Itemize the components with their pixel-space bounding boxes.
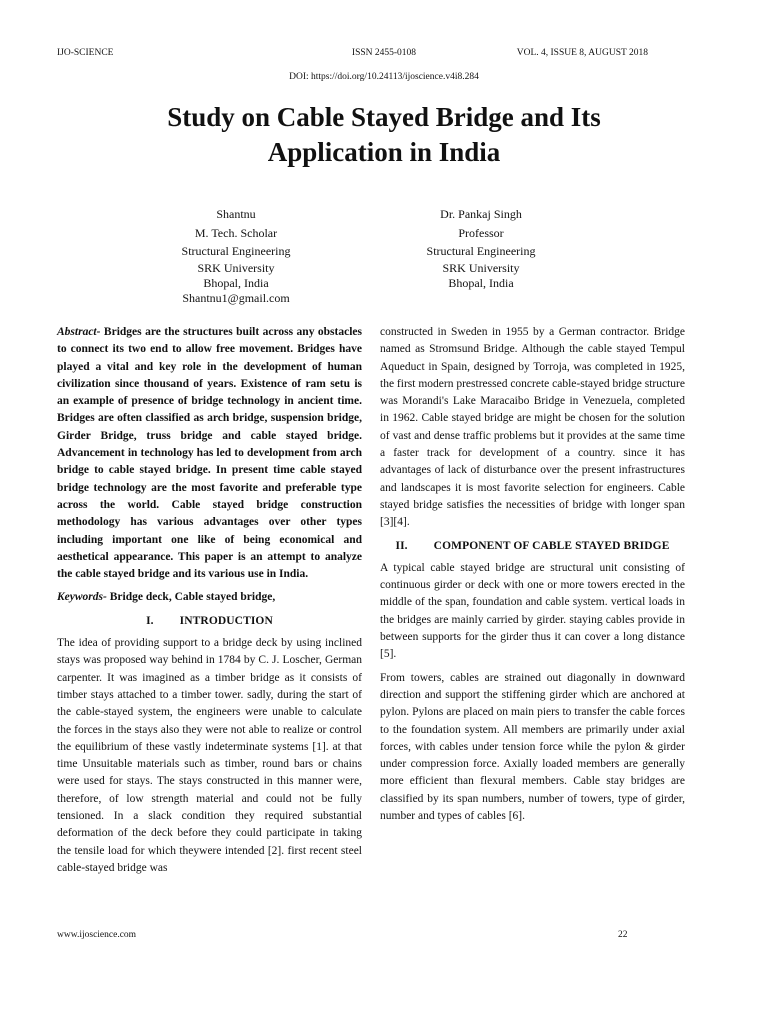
volume-issue: VOL. 4, ISSUE 8, AUGUST 2018 <box>516 48 648 58</box>
doi: DOI: https://doi.org/10.24113/ijoscience.v4i8.284 <box>289 72 479 82</box>
keywords-text: Bridge deck, Cable stayed bridge, <box>106 591 276 604</box>
right-column <box>380 324 685 831</box>
footer-website: www.ijoscience.com <box>57 930 137 940</box>
author-city: Bhopal, India <box>448 275 514 290</box>
keywords <box>57 589 362 606</box>
author-name: Dr. Pankaj Singh <box>440 207 522 221</box>
author-role: Professor <box>458 225 504 240</box>
journal-name: IJO-SCIENCE <box>57 48 114 58</box>
author-block-1 <box>111 205 361 306</box>
abstract-label: Abstract- <box>57 326 101 338</box>
author-university: SRK University <box>442 260 520 275</box>
section-title: INTRODUCTION <box>179 614 273 627</box>
author-department: Structural Engineering <box>426 244 536 258</box>
body-paragraph: From towers, cables are strained out diagonally in downward direction and support the stiffening girder which are anchored at pylon. Pylons are placed on main piers to transfer the cable forces to the foundation system. All members are primarily under axial forces, with cables under tension force while the pylon & girder under compression force. Axially loaded members are generally more efficient than flexural members. Cable stay bridges are classified by its span numbers, number of towers, type of girder, number and types of cables [6]. <box>380 671 685 823</box>
keywords-label: Keywords- <box>57 591 107 604</box>
author-name: Shantnu <box>216 207 256 221</box>
paper-title <box>60 100 708 170</box>
author-email: Shantnu1@gmail.com <box>182 290 290 305</box>
introduction-paragraph: The idea of providing support to a bridge deck by using inclined stays was proposed way behind in 1784 by C. J. Loscher, German carpenter. It was imagined as a timber bridge as it consists of timber stays attached to a timber tower. sadly, during the start of the cable-stayed system, the engineers were unable to calculate the forces in the stays also they were not able to realize or control the equilibrium of these vastly indeterminate systems [1]. at that time Unsuitable materials such as timber, round bars or chains were used for stays. The stays constructed in this manner were, therefore, of low strength material and could not be fully tensioned. In a slack condition they required substantial deformation of the deck before they could participate in taking the tensile load for which theywere intended [2]. first recent steel cable-stayed bridge was <box>57 637 362 874</box>
author-role: M. Tech. Scholar <box>194 225 278 240</box>
section-title: COMPONENT OF CABLE STAYED BRIDGE <box>433 539 670 552</box>
author-department: Structural Engineering <box>181 244 291 258</box>
body-paragraph: constructed in Sweden in 1955 by a German contractor. Bridge named as Stromsund Bridge. Although the cable stayed Tempul Aqueduct in Spain, designed by Torroja, was completed in 1925, the first modern prestressed concrete cable-stayed bridge structure was Morandi's Lake Maracaibo Bridge in Venezuela, completed in 1962. Cable stayed bridge are might be chosen for the solution of vast and dense traffic problems but it provides at the same time a faster track for development of a country. since it has advantages of lack of disturbance over the present infrastructures and landscapes it is most favorite selection for engineers. Cable stayed bridge satisfies the necessities of bridge with longer span [3][4]. <box>380 326 685 529</box>
section-heading-components <box>380 538 685 555</box>
section-heading-introduction <box>57 613 362 630</box>
abstract-text: Bridges are the structures built across any obstacles to connect its two end to allow free movement. Bridges have played a vital and key role in the development of human civilization since thousand of years. Existence of ram setu is an example of presence of bridge technology in ancient time. Bridges are often classified as arch bridge, suspension bridge, Girder Bridge, truss bridge and cable stayed bridge. Advancement in technology has led to development from arch bridge to cable stayed bridge. In present time cable stayed bridge technology are the most favorite and preferable type across the world. Cable stayed bridge construction methodology has various advantages over other types including important one like of being economical and aesthetical appearance. This paper is an attempt to analyze the cable stayed bridge and its various use in India. <box>57 326 362 581</box>
page-number: 22 <box>618 930 628 940</box>
section-number: I. <box>146 614 154 627</box>
title-line-1: Study on Cable Stayed Bridge and Its <box>167 102 601 132</box>
body-paragraph: A typical cable stayed bridge are structural unit consisting of continuous girder or deck with one or more towers erected in the middle of the span, foundation and cable system. vertical loads in the bridges are mainly carried by girder. staying cables provide in between supports for the girder thus it can cover a long distance [5]. <box>380 561 685 661</box>
issn: ISSN 2455-0108 <box>351 48 417 58</box>
author-block-2 <box>356 205 606 291</box>
left-column <box>57 324 362 883</box>
section-number: II. <box>395 539 408 552</box>
title-line-2: Application in India <box>267 137 501 167</box>
author-city: Bhopal, India <box>203 275 269 290</box>
author-university: SRK University <box>197 260 275 275</box>
abstract <box>57 324 362 583</box>
